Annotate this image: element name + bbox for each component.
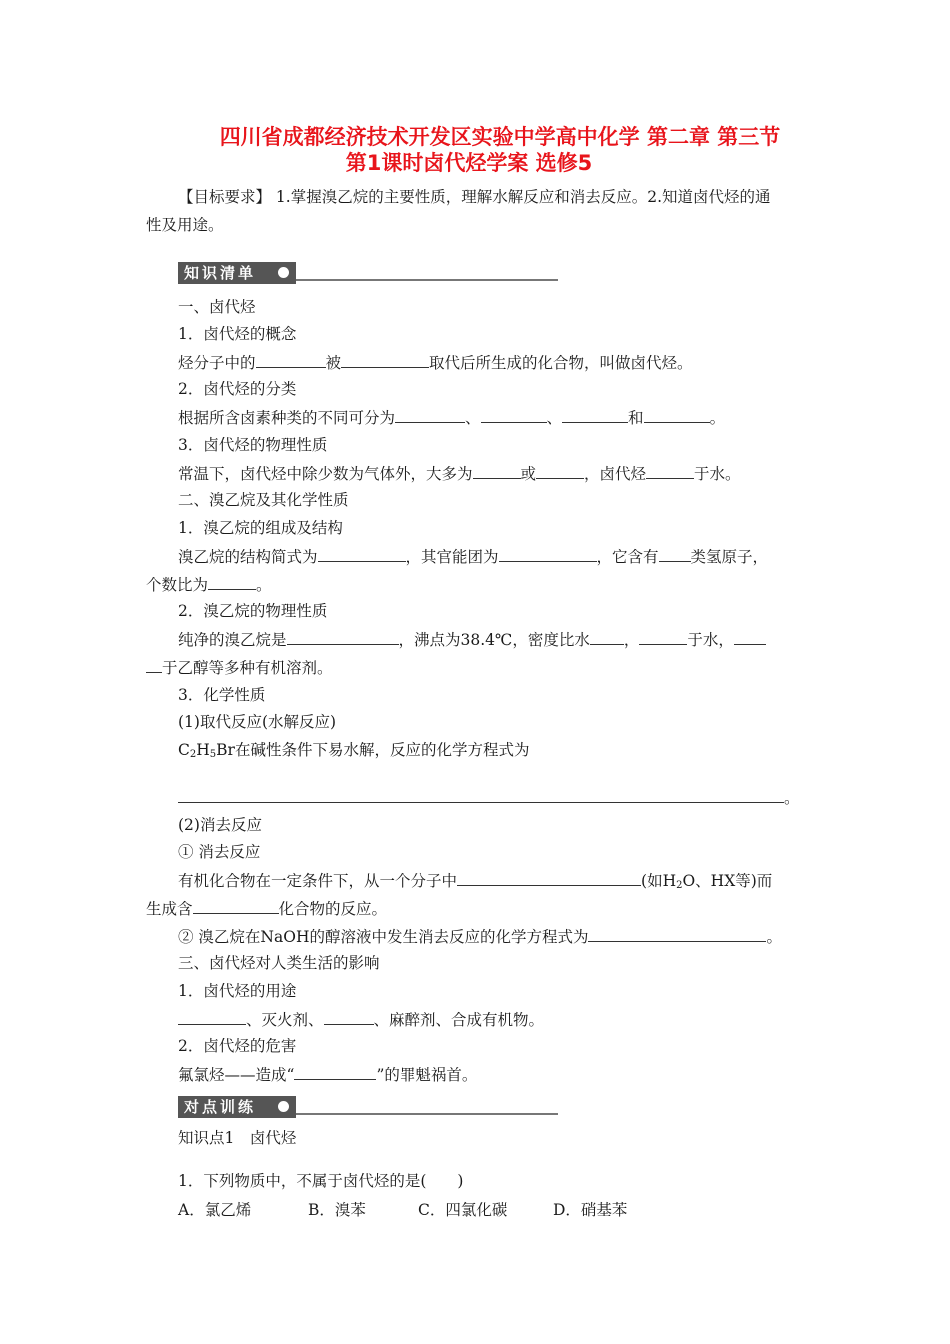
- heading-haloalkanes: 一、卤代烃: [178, 298, 256, 316]
- elimination-equation-line: ② 溴乙烷在NaOH的醇溶液中发生消去反应的化学方程式为 。: [178, 928, 782, 946]
- option-d[interactable]: D．硝基苯: [553, 1201, 628, 1219]
- option-b[interactable]: B．溴苯: [308, 1201, 366, 1219]
- blank[interactable]: [294, 1064, 376, 1080]
- bromoethane-physical-line2: 于乙醇等多种有机溶剂。: [146, 657, 333, 678]
- hydrolysis-line: $C_2H_5Br$在碱性条件下易水解，反应的化学方程式为: [178, 741, 530, 760]
- section-title-practice: 对点训练: [178, 1096, 296, 1118]
- blank[interactable]: [644, 407, 710, 423]
- blank[interactable]: [318, 546, 406, 562]
- blank[interactable]: [473, 463, 521, 479]
- blank[interactable]: [536, 463, 584, 479]
- section-rule: [296, 1113, 558, 1115]
- blank[interactable]: [562, 407, 628, 423]
- blank[interactable]: [588, 926, 766, 942]
- objectives-line2: 性及用途。: [146, 216, 224, 234]
- heading-substitution: (1)取代反应(水解反应): [178, 713, 337, 731]
- blank[interactable]: [324, 1009, 374, 1025]
- bullet-dot-icon: [278, 1101, 289, 1112]
- document-title-line1: 四川省成都经济技术开发区实验中学高中化学 第二章 第三节: [219, 125, 781, 149]
- blank[interactable]: [341, 352, 429, 368]
- heading-bromoethane-physical: 2．溴乙烷的物理性质: [178, 602, 328, 620]
- heading-uses: 1．卤代烃的用途: [178, 982, 297, 1000]
- concept-line: 烃分子中的 被 取代后所生成的化合物，叫做卤代烃。: [178, 354, 693, 372]
- blank[interactable]: [287, 629, 399, 645]
- blank[interactable]: [499, 546, 597, 562]
- heading-classification: 2．卤代烃的分类: [178, 380, 297, 398]
- blank[interactable]: [646, 463, 694, 479]
- section-rule: [296, 279, 558, 281]
- blank[interactable]: [639, 629, 687, 645]
- hazards-line: 氟氯烃——造成“ ”的罪魁祸首。: [178, 1066, 478, 1084]
- option-a[interactable]: A．氯乙烯: [178, 1201, 252, 1219]
- hydrolysis-equation-line: 。: [178, 787, 800, 808]
- option-c[interactable]: C．四氯化碳: [418, 1201, 508, 1219]
- heading-bromoethane: 二、溴乙烷及其化学性质: [178, 491, 349, 509]
- section-title-knowledge: 知识清单: [178, 262, 296, 284]
- heading-chemical-properties: 3．化学性质: [178, 686, 266, 704]
- heading-elimination: (2)消去反应: [178, 816, 262, 834]
- heading-composition: 1．溴乙烷的组成及结构: [178, 519, 343, 537]
- document-title-line2: 第1课时卤代烃学案 选修5: [345, 151, 593, 175]
- blank[interactable]: [395, 407, 465, 423]
- heading-hazards: 2．卤代烃的危害: [178, 1037, 297, 1055]
- composition-line2: 个数比为 。: [146, 576, 272, 594]
- blank[interactable]: [457, 870, 641, 886]
- blank[interactable]: [178, 1009, 246, 1025]
- heading-physical-properties: 3．卤代烃的物理性质: [178, 436, 328, 454]
- bromoethane-physical-line: 纯净的溴乙烷是 ，沸点为38.4℃，密度比水 ， 于水，: [178, 629, 766, 650]
- blank[interactable]: [208, 574, 256, 590]
- elimination-def-line: 有机化合物在一定条件下，从一个分子中 (如$H_2O$、HX等)而: [178, 872, 773, 891]
- blank[interactable]: [146, 657, 162, 673]
- classification-line: 根据所含卤素种类的不同可分为 、 、 和 。: [178, 409, 726, 427]
- heading-impact: 三、卤代烃对人类生活的影响: [178, 954, 380, 972]
- physical-properties-line: 常温下，卤代烃中除少数为气体外，大多为 或 ，卤代烃 于水。: [178, 465, 741, 483]
- blank[interactable]: [590, 629, 624, 645]
- heading-concept: 1．卤代烃的概念: [178, 325, 297, 343]
- blank[interactable]: [178, 787, 784, 803]
- blank[interactable]: [193, 898, 279, 914]
- knowledge-point: 知识点1 卤代烃: [178, 1129, 297, 1147]
- blank[interactable]: [481, 407, 547, 423]
- objectives-line1: 【目标要求】 1.掌握溴乙烷的主要性质，理解水解反应和消去反应。2.知道卤代烃的通: [178, 188, 771, 206]
- uses-line: 、灭火剂、 、麻醉剂、合成有机物。: [178, 1009, 544, 1030]
- heading-elimination-def: ① 消去反应: [178, 843, 261, 861]
- elimination-def-line2: 生成含 化合物的反应。: [146, 900, 388, 918]
- blank[interactable]: [256, 352, 326, 368]
- composition-line: 溴乙烷的结构简式为 ，其官能团为 ，它含有 类氢原子，: [178, 548, 769, 566]
- blank[interactable]: [659, 546, 691, 562]
- question-1: 1．下列物质中，不属于卤代烃的是( ): [178, 1172, 464, 1190]
- blank[interactable]: [734, 629, 766, 645]
- bullet-dot-icon: [278, 267, 289, 278]
